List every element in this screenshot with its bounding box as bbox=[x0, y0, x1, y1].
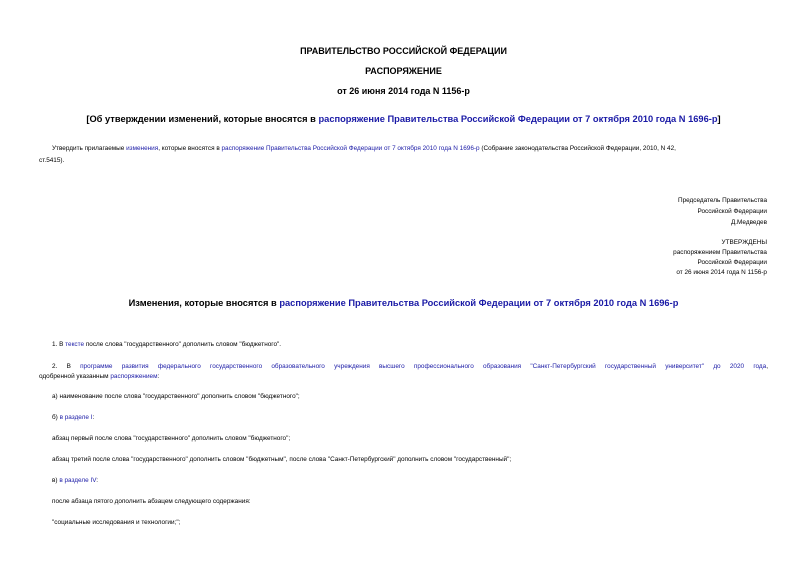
item-1-link[interactable]: тексте bbox=[65, 341, 85, 348]
approved-line-2: распоряжением Правительства bbox=[673, 249, 767, 256]
item-2-link-order[interactable]: распоряжением bbox=[110, 373, 158, 380]
intro-text-3: (Собрание законодательства Российской Федерации, 2010, N 42, bbox=[479, 145, 676, 152]
document-date-number: от 26 июня 2014 года N 1156-р bbox=[337, 86, 470, 96]
intro-link-changes[interactable]: изменения bbox=[126, 145, 159, 152]
item-2-text-b: , bbox=[766, 363, 768, 370]
item-v-text-b: : bbox=[96, 477, 99, 484]
approved-heading: УТВЕРЖДЕНЫ bbox=[721, 239, 767, 246]
item-b-text-a: б) bbox=[52, 414, 60, 421]
signature-name: Д.Медведев bbox=[730, 219, 767, 226]
approved-line-4: от 26 июня 2014 года N 1156-р bbox=[676, 269, 767, 276]
item-1 bbox=[52, 341, 281, 348]
item-2-text-d: : bbox=[157, 373, 160, 380]
title-close: ] bbox=[717, 114, 721, 124]
item-v-text-a: в) bbox=[52, 477, 60, 484]
document-type-heading: РАСПОРЯЖЕНИЕ bbox=[365, 66, 442, 76]
item-v-paragraph-1: после абзаца пятого дополнить абзацем следующего содержания: bbox=[52, 498, 251, 505]
item-v-paragraph-2: "социальные исследования и технологии;"; bbox=[52, 519, 181, 526]
approved-line-3: Российской Федерации bbox=[697, 259, 767, 266]
signature-country: Российской Федерации bbox=[697, 208, 767, 215]
item-v bbox=[52, 477, 98, 484]
intro-link-order[interactable]: распоряжение Правительства Российской Федерации от 7 октября 2010 года N 1696-р bbox=[221, 145, 480, 152]
item-b-text-b: : bbox=[92, 414, 95, 421]
item-1-text-b: после слова "государственного" дополнить словом "бюджетного". bbox=[84, 341, 282, 348]
item-2-text-a: 2. В bbox=[52, 363, 81, 370]
item-v-link-section-4[interactable]: в разделе IV bbox=[59, 477, 97, 484]
intro-paragraph bbox=[52, 145, 676, 152]
government-heading: ПРАВИТЕЛЬСТВО РОССИЙСКОЙ ФЕДЕРАЦИИ bbox=[300, 46, 507, 56]
item-2 bbox=[39, 363, 768, 370]
title-open: [Об утверждении изменений, которые вносятся в bbox=[86, 114, 319, 124]
intro-text-2: , которые вносятся в bbox=[158, 145, 222, 152]
intro-text-1: Утвердить прилагаемые bbox=[52, 145, 127, 152]
item-1-text-a: 1. В bbox=[52, 341, 66, 348]
changes-title-text: Изменения, которые вносятся в bbox=[128, 298, 280, 308]
title-link[interactable]: распоряжение Правительства Российской Федерации от 7 октября 2010 года N 1696-р bbox=[318, 114, 718, 124]
item-b bbox=[52, 414, 94, 421]
item-2-continued bbox=[39, 373, 159, 380]
item-a: а) наименование после слова "государственного" дополнить словом "бюджетного"; bbox=[52, 393, 300, 400]
item-b-link-section-1[interactable]: в разделе I bbox=[59, 414, 93, 421]
document-title bbox=[0, 114, 807, 124]
signature-title: Председатель Правительства bbox=[678, 197, 767, 204]
changes-title bbox=[0, 298, 807, 308]
item-2-text-c: одобренной указанным bbox=[39, 373, 111, 380]
item-2-link-program[interactable]: программе развития федерального государственного образовательного учреждения высшего профессионального образования "Санкт-Петербургский государственный университет" до 2020 года bbox=[80, 363, 767, 370]
item-b-paragraph-3: абзац третий после слова "государственного" дополнить словом "бюджетным", после слова "Санкт-Петербургский" дополнить словом "государственный"; bbox=[52, 456, 512, 463]
changes-title-link[interactable]: распоряжение Правительства Российской Федерации от 7 октября 2010 года N 1696-р bbox=[279, 298, 679, 308]
item-b-paragraph-1: абзац первый после слова "государственного" дополнить словом "бюджетного"; bbox=[52, 435, 291, 442]
intro-paragraph-end: ст.5415). bbox=[39, 157, 65, 164]
